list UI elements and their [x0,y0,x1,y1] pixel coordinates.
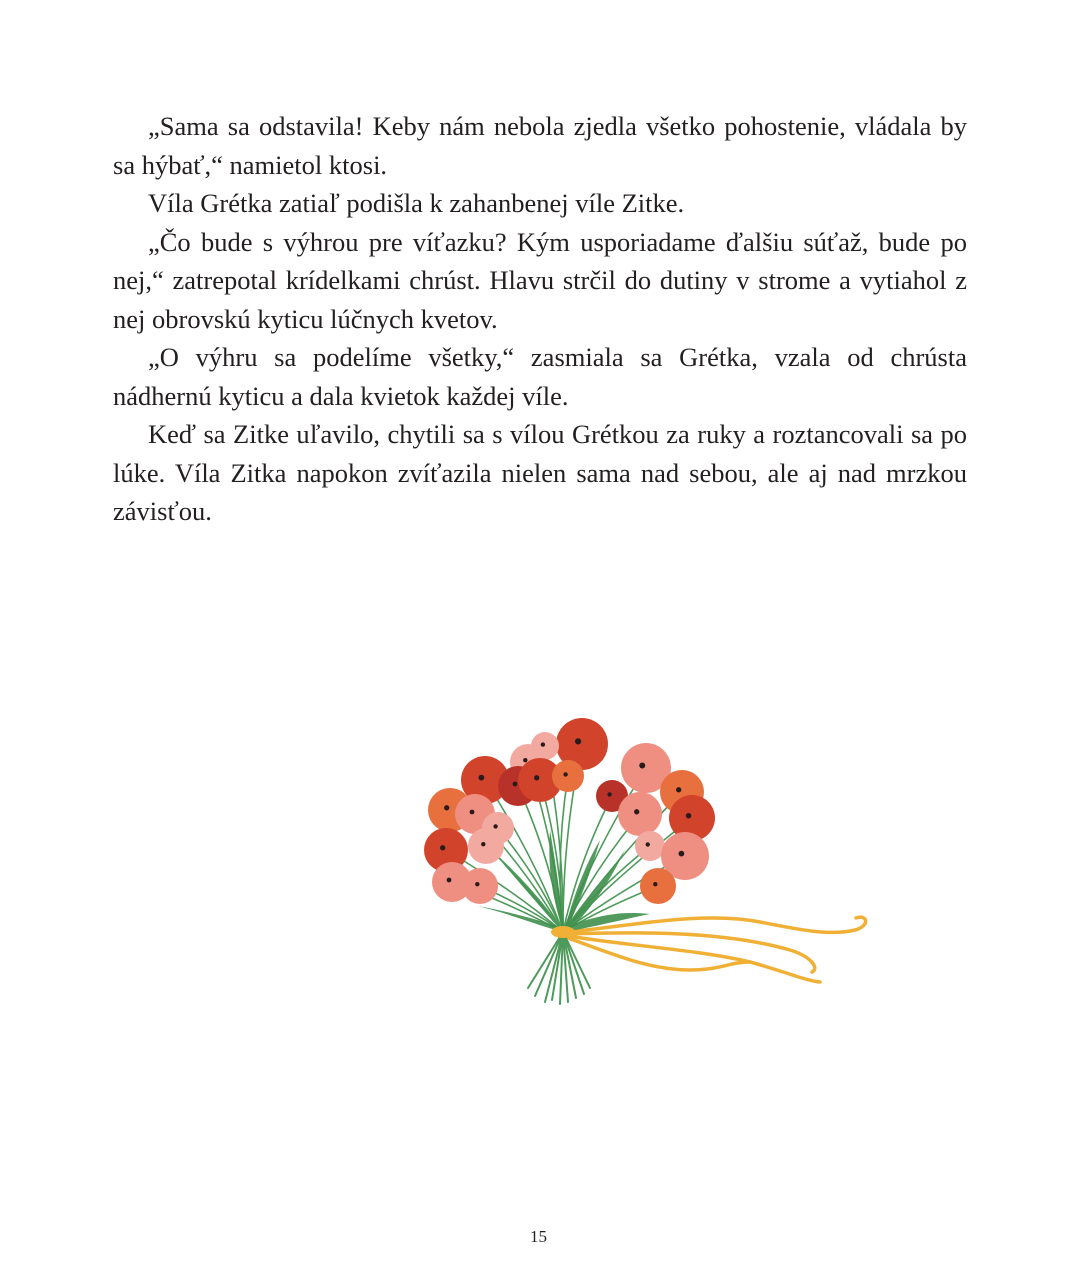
poppy-center [493,824,497,828]
poppy-flower [640,868,676,904]
bouquet-tie [551,926,575,938]
poppy-flower [552,760,584,792]
flowers [424,718,715,904]
poppy-center [541,742,545,746]
bouquet-knot [551,926,575,938]
paragraph: Víla Grétka zatiaľ podišla k zahanbenej víle Zitke. [148,188,685,218]
poppy-center [475,882,479,886]
poppy-bouquet-illustration [400,700,890,1020]
poppy-center [639,763,645,769]
poppy-flower [462,868,498,904]
poppy-center [646,842,650,846]
poppy-center [444,805,449,810]
poppy-center [634,809,639,814]
leaf [565,840,600,930]
page-number: 15 [530,1227,547,1246]
poppy-center [534,775,539,780]
ribbon-strand [568,936,820,982]
poppy-center [679,851,685,857]
poppy-center [481,842,485,846]
paragraph: „O výhru sa podelíme všetky,“ zasmiala sa Grétka, vzala od chrústa nádhernú kyticu a dala kvietok každej víle. [113,342,967,411]
poppy-center [607,792,611,796]
poppy-center [479,775,485,781]
poppy-center [653,882,657,886]
poppy-center [686,813,692,819]
paragraph: Keď sa Zitke uľavilo, chytili sa s vílou Grétkou za ruky a roztancovali sa po lúke. Víla Zitka napokon zvíťazila nielen sama nad sebou, ale aj nad mrzkou závisťou. [113,419,967,526]
poppy-flower [468,828,504,864]
paragraph: „Čo bude s výhrou pre víťazku? Kým usporiadame ďalšiu súťaž, bude po nej,“ zatrepotal krídelkami chrúst. Hlavu strčil do dutiny v strome a vytiahol z nej obrovskú kyticu lúčnych kvetov. [113,226,967,334]
ribbon-strand [568,938,750,970]
paragraph: „Sama sa odstavila! Keby nám nebola zjedla všetko pohostenie, vládala by sa hýbať,“ namietol ktosi. [113,111,967,180]
story-text [113,107,967,531]
poppy-center [447,878,452,883]
poppy-center [676,787,681,792]
poppy-center [513,782,518,787]
poppy-center [575,738,581,744]
poppy-flower [635,831,665,861]
poppy-center [470,810,475,815]
poppy-center [523,758,527,762]
poppy-center [440,845,445,850]
ribbon [565,917,866,982]
poppy-center [563,772,567,776]
poppy-flower [618,792,662,836]
